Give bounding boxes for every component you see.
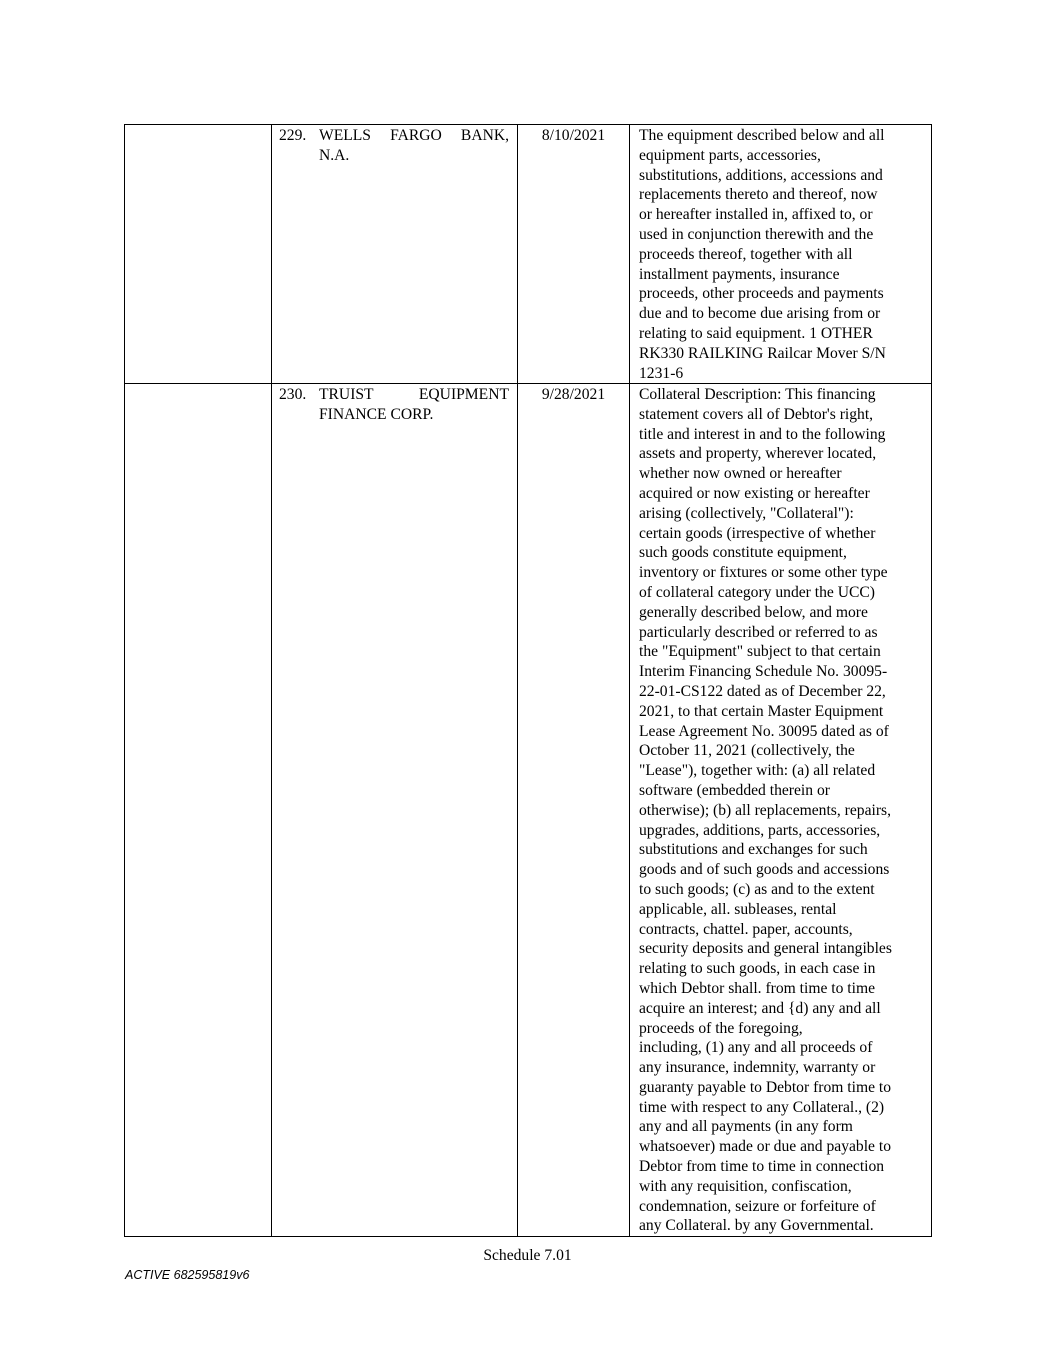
entry-number: 229. [279, 127, 307, 144]
collateral-description-cell [630, 125, 932, 384]
table-row [125, 125, 932, 384]
table-row [125, 384, 932, 1237]
secured-party-name-line2: N.A. [319, 146, 350, 164]
filing-date-cell [518, 384, 630, 1237]
filing-date-cell [518, 125, 630, 384]
blank-cell [125, 384, 272, 1237]
secured-party-name-line1: TRUIST EQUIPMENT [319, 386, 509, 403]
collateral-description: The equipment described below and all equipment parts, accessories, substitutions, additions, accessions and replacements thereto and thereof, now or hereafter installed in, affixed to, or used in conjunction therewith and the proceeds thereof, together with all installment payments, insurance proceeds, other proceeds and payments due and to become due arising from or relating to said equipment. 1 OTHER RK330 RAILKING Railcar Mover S/N 1231-6 [639, 127, 886, 382]
filing-date: 9/28/2021 [541, 386, 606, 403]
blank-cell [125, 125, 272, 384]
secured-party-cell [272, 125, 518, 384]
collateral-description: Collateral Description: This financing statement covers all of Debtor's right, title and interest in and to the following assets and property, wherever located, whether now owned or hereafter acquired or now existing or hereafter arising (collectively, "Collateral"): certain goods (irrespective of whether such goods constitute equipment, inventory or fixtures or some other type of collateral category under the UCC) generally described below, and more particularly described or referred to as the "Equipment" subject to that certain Interim Financing Schedule No. 30095- 22-01-CS122 dated as of December 22, 2021, to that certain Master Equipment Lease Agreement No. 30095 dated as of October 11, 2021 (collectively, the "Lease"), together with: (a) all related software (embedded therein or otherwise); (b) all replacements, repairs, upgrades, additions, parts, accessories, substitutions and exchanges for such goods and of such goods and accessions to such goods; (c) as and to the extent applicable, all. subleases, rental contracts, chattel. paper, accounts, security deposits and general intangibles relating to such goods, in each case in which Debtor shall. from time to time acquire an interest; and {d) any and all proceeds of the foregoing, including, (1) any and all proceeds of any insurance, indemnity, warranty or guaranty payable to Debtor from time to time with respect to any Collateral., (2) any and all payments (in any form whatsoever) made or due and payable to Debtor from time to time in connection with any requisition, confiscation, condemnation, seizure or forfeiture of any Collateral. by any Governmental. [639, 386, 892, 1235]
entry-number: 230. [279, 386, 307, 403]
schedule-footer-label: Schedule 7.01 [483, 1247, 572, 1264]
secured-party-name-line1: WELLS FARGO BANK, [319, 127, 509, 144]
lien-schedule-table [124, 124, 932, 1237]
document-id: ACTIVE 682595819v6 [125, 1268, 250, 1282]
filing-date: 8/10/2021 [541, 127, 606, 144]
secured-party-cell [272, 384, 518, 1237]
collateral-description-cell [630, 384, 932, 1237]
secured-party-name-line2: FINANCE CORP. [319, 405, 434, 423]
